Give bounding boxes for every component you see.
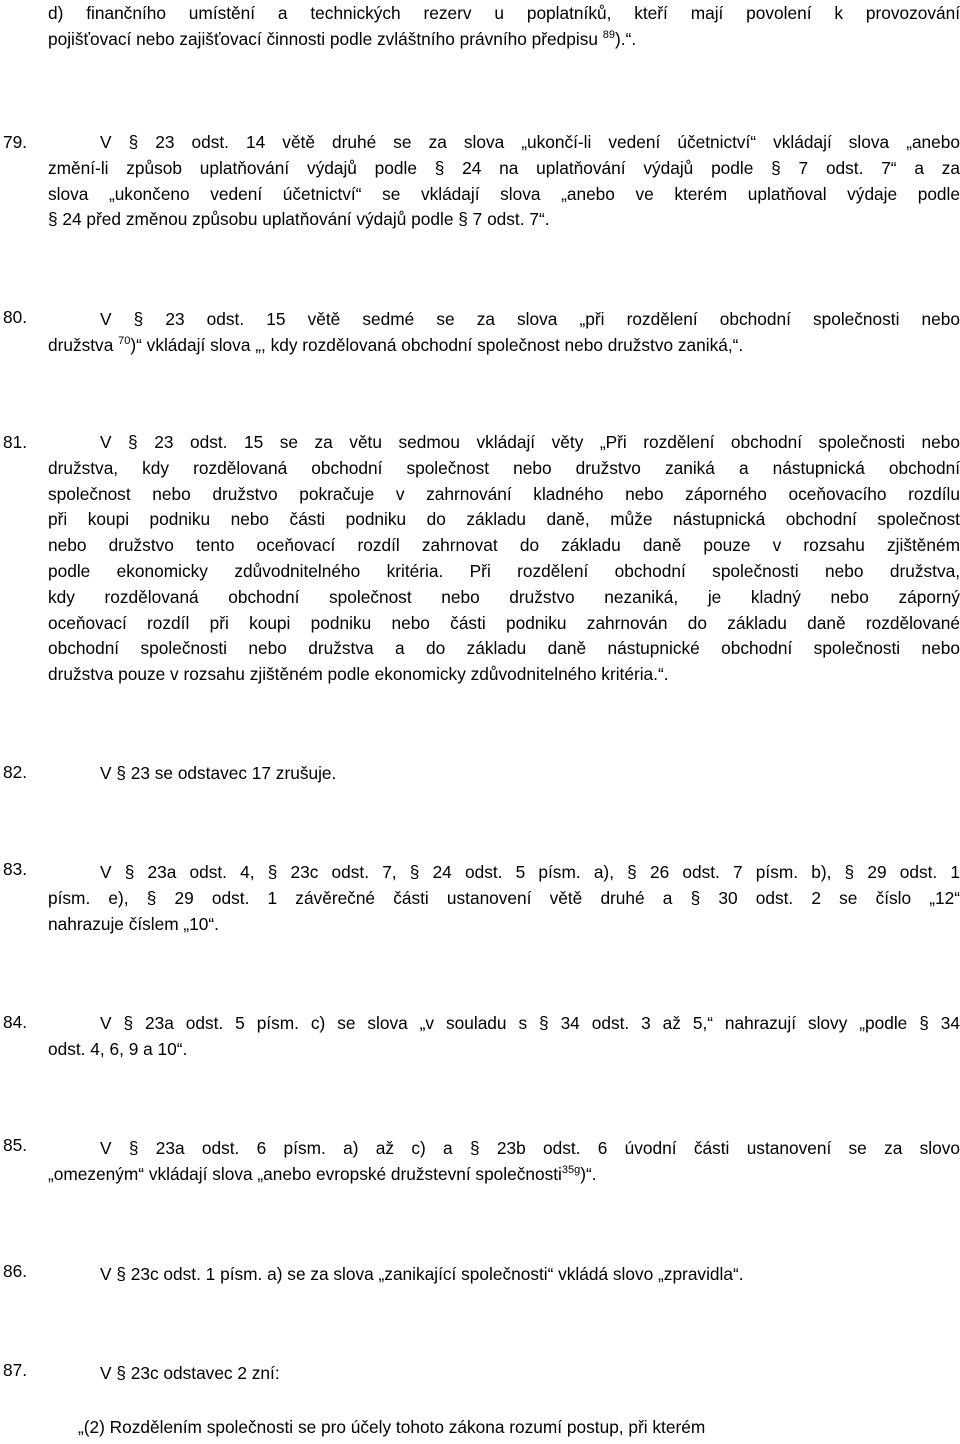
- quoted-provision: „(2) Rozdělením společnosti se pro účely tohoto zákona rozumí postup, při kterém: [78, 1417, 706, 1437]
- top-line-1: d) finančního umístění a technických rezerv u poplatníků, kteří mají povolení k provozování: [48, 3, 960, 23]
- text-line: nebo družstvo tento oceňovací rozdíl zahrnovat do základu daně pouze v rozsahu zjištěném: [48, 535, 960, 556]
- amendment-81: [48, 430, 960, 688]
- text-line: obchodní společnosti nebo družstva a do základu daně nástupnické obchodní společnosti nebo: [48, 638, 960, 659]
- text-line: „omezeným“ vkládají slova „anebo evropské družstevní společnosti$^{35g}$)“.: [48, 1163, 597, 1184]
- text-line: písm. e), § 29 odst. 1 závěrečné části ustanovení větě druhé a § 30 odst. 2 se číslo „12“: [48, 887, 960, 908]
- text-line: družstva, kdy rozdělovaná obchodní společnost nebo družstvo zaniká a nástupnická obchodní: [48, 457, 960, 478]
- amendment-80: [48, 307, 960, 359]
- item-number: 85.: [3, 1135, 28, 1155]
- item-number: 84.: [3, 1012, 28, 1032]
- amendment-84: [48, 1011, 960, 1063]
- amendment-79: [48, 130, 960, 233]
- text-line: V § 23 se odstavec 17 zrušuje.: [100, 763, 337, 783]
- item-number: 79.: [3, 132, 28, 152]
- text-line: V § 23a odst. 4, § 23c odst. 7, § 24 odst. 5 písm. a), § 26 odst. 7 písm. b), § 29 odst. 1: [100, 862, 960, 882]
- item-number: 83.: [3, 859, 28, 879]
- item-number: 86.: [3, 1261, 28, 1281]
- amendment-85: [48, 1136, 960, 1188]
- text-line: V § 23a odst. 5 písm. c) se slova „v souladu s § 34 odst. 3 až 5,“ nahrazují slovy „podle § 34: [100, 1013, 960, 1033]
- item-number: 81.: [3, 432, 28, 452]
- text-line: V § 23a odst. 6 písm. a) až c) a § 23b odst. 6 úvodní části ustanovení se za slovo: [100, 1138, 960, 1158]
- text-line: podle ekonomicky zdůvodnitelného kritéria. Při rozdělení obchodní společnosti nebo družstva,: [48, 560, 960, 581]
- footnote-ref: 70: [118, 335, 131, 348]
- text-line: § 24 před změnou způsobu uplatňování výdajů podle § 7 odst. 7“.: [48, 209, 550, 230]
- text-line: V § 23 odst. 14 větě druhé se za slova „ukončí-li vedení účetnictví“ vkládají slova „anebo: [100, 132, 960, 152]
- text-line: změní-li způsob uplatňování výdajů podle § 24 na uplatňování výdajů podle § 7 odst. 7“ a za: [48, 157, 960, 178]
- amendment-83: [48, 860, 960, 937]
- text-line: při koupi podniku nebo části podniku do základu daně, může nástupnická obchodní společnost: [48, 509, 960, 530]
- text-line: V § 23 odst. 15 se za větu sedmou vkládají věty „Při rozdělení obchodní společnosti nebo: [100, 432, 960, 452]
- footnote-ref: 89: [602, 29, 616, 42]
- text-line: oceňovací rozdíl při koupi podniku nebo části podniku zahrnován do základu daně rozdělované: [48, 612, 960, 633]
- top-line-2: pojišťovací nebo zajišťovací činnosti podle zvláštního právního předpisu $^{89}$).“.: [48, 28, 637, 49]
- item-number: 87.: [3, 1360, 28, 1380]
- text-line: kdy rozdělovaná obchodní společnost nebo družstvo nezaniká, je kladný nebo záporný: [48, 586, 960, 607]
- amendment-82: [48, 761, 960, 787]
- top-paragraph: [48, 1, 960, 53]
- text-line: V § 23c odst. 1 písm. a) se za slova „zanikající společnosti“ vkládá slovo „zpravidla“.: [100, 1264, 744, 1284]
- amendment-87: [48, 1361, 960, 1387]
- text-line: družstva $^{70}$)“ vkládají slova „, kdy rozdělovaná obchodní společnost nebo družstvo zaniká,“.: [48, 334, 744, 355]
- text-line: V § 23c odstavec 2 zní:: [100, 1363, 280, 1383]
- text-line: společnost nebo družstvo pokračuje v zahrnování kladného nebo záporného oceňovacího rozdílu: [48, 483, 960, 504]
- amendment-86: [48, 1262, 960, 1288]
- footnote-ref: 35g: [561, 1164, 581, 1177]
- item-number: 80.: [3, 307, 28, 327]
- text-line: odst. 4, 6, 9 a 10“.: [48, 1038, 188, 1059]
- text-line: V § 23 odst. 15 větě sedmé se za slova „při rozdělení obchodní společnosti nebo: [100, 309, 960, 329]
- text-line: slova „ukončeno vedení účetnictví“ se vkládají slova „anebo ve kterém uplatňoval výdaje podle: [48, 183, 960, 204]
- text-line: nahrazuje číslem „10“.: [48, 913, 219, 934]
- text-line: družstva pouze v rozsahu zjištěném podle ekonomicky zdůvodnitelného kritéria.“.: [48, 664, 669, 685]
- item-number: 82.: [3, 762, 28, 782]
